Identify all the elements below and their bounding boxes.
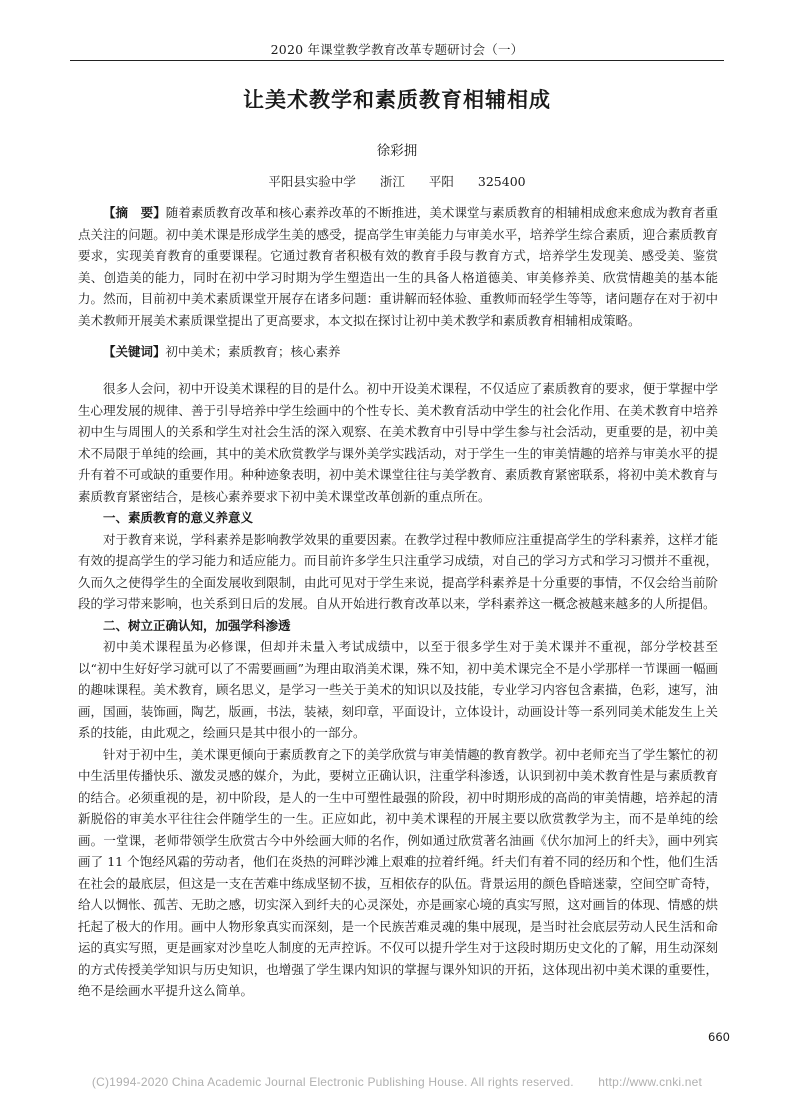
article-title: 让美术教学和素质教育相辅相成 — [243, 88, 551, 112]
page-number: 660 — [708, 1030, 730, 1044]
affiliation-county: 平阳 — [428, 174, 454, 189]
section-1-paragraph-1: 对于教育来说，学科素养是影响教学效果的重要因素。在教学过程中教师应注重提高学生的学科素养，这样才能有效的提高学生的学习能力和适应能力。而目前许多学生只注重学习成绩，对自己的学习方式和学习习惯并不重视，久而久之使得学生的全面发展收到限制，由此可见对于学生来说，提高学科素养是十分重要的事情，不仅会给当前阶段的学习带来影响，也关系到日后的发展。自从开始进行教育改革以来，学科素养这一概念被越来越多的人所提倡。 — [78, 531, 718, 611]
section-2-paragraph-2: 针对于初中生，美术课更倾向于素质教育之下的美学欣赏与审美情趣的教育教学。初中老师充当了学生繁忙的初中生活里传播快乐、激发灵感的媒介，为此，要树立正确认识，注重学科渗透，认识到初中美术教育性是与素质教育的结合。必须重视的是，初中阶段，是人的一生中可塑性最强的阶段，初中时期形成的高尚的审美情趣，培养起的清新脱俗的审美水平往往会伴随学生的一生。正应如此，初中美术课程的开展主要以欣赏教学为主，而不是单纯的绘画。一堂课，老师带领学生欣赏古今中外绘画大师的名作，例如通过欣赏著名油画《伏尔加河上的纤夫》，画中列宾画了 11 个饱经风霜的劳动者，他们在炎热的河畔沙滩上艰难的拉着纤绳。纤夫们有着不同的经历和个性，他们生活在社会的最底层，但这是一支在苦难中练成坚韧不拔，互相依存的队伍。背景运用的颜色昏暗迷蒙，空间空旷奇特，给人以惆怅、孤苦、无助之感，切实深入到纤夫的心灵深处，亦是画家心境的真实写照，这对画旨的体现、情感的烘托起了极大的作用。画中人物形象真实而深刻，是一个民族苦难灵魂的集中展现，是当时社会底层劳动人民生活和命运的真实写照，更是画家对沙皇吃人制度的无声控诉。不仅可以提升学生对于这段时期历史文化的了解，用生动深刻的方式传授美学知识与历史知识，也增强了学生课内知识的掌握与课外知识的开拓，这体现出初中美术课的重要性，绝不是绘画水平提升这么简单。 — [78, 746, 718, 998]
affiliation-school: 平阳县实验中学 — [268, 174, 356, 189]
keywords — [78, 341, 718, 363]
intro-paragraph: 很多人会问，初中开设美术课程的目的是什么。初中开设美术课程，不仅适应了素质教育的要求，便于掌握中学生心理发展的规律、善于引导培养中学生绘画中的个性专长、美术教育活动中学生的社会化作用、在美术教育中培养初中生与周围人的关系和学生对社会生活的深入观察、在美术教育中引导中学生参与社会活动，更重要的是，初中美术不局限于单纯的绘画，其中的美术欣赏教学与课外美学实践活动，对于学生一生的审美情趣的培养与审美水平的提升有着不可或缺的重要作用。种种迹象表明，初中美术课堂往往与美学教育、素质教育紧密联系，将初中美术教育与素质教育紧密结合，是核心素养要求下初中美术课堂改革创新的重点所在。 — [78, 381, 718, 504]
abstract-text: 随着素质教育改革和核心素养改革的不断推进，美术课堂与素质教育的相辅相成愈来愈成为教育者重点关注的问题。初中美术课是形成学生美的感受，提高学生审美能力与审美水平，培养学生综合素质，迎合素质教育要求，实现美育教育的重要课程。它通过教育者积极有效的教育手段与教育方式，培养学生发现美、感受美、鉴赏美、创造美的能力，同时在初中学习时期为学生塑造出一生的具备人格道德美、审美修养美、欣赏情趣美的基本能力。然而，目前初中美术素质课堂开展存在诸多问题：重讲解而轻体验、重教师而轻学生等等，诸问题存在对于初中美术教师开展美术素质课堂提出了更高要求，本文拟在探讨让初中美术教学和素质教育相辅相成策略。 — [78, 205, 718, 328]
abstract — [78, 202, 718, 331]
section-heading-2: 二、树立正确认知，加强学科渗透 — [103, 617, 291, 633]
abstract-label: 【摘 要】 — [103, 205, 166, 220]
copyright-footer: (C)1994-2020 China Academic Journal Electronic Publishing House. All rights reserved. http://www.cnki.net — [91, 1075, 703, 1089]
header-divider — [70, 60, 724, 61]
keywords-paragraph — [78, 341, 718, 363]
running-header: 2020 年课堂教学教育改革专题研讨会（一） — [270, 42, 524, 57]
article-body — [78, 378, 718, 1002]
keywords-label: 【关键词】 — [103, 344, 166, 359]
author-affiliation — [0, 172, 794, 190]
abstract-paragraph — [78, 202, 718, 331]
affiliation-province: 浙江 — [379, 174, 405, 189]
section-heading-1: 一、素质教育的意义养意义 — [103, 510, 254, 525]
affiliation-postcode: 325400 — [477, 174, 526, 189]
section-2-paragraph-1: 初中美术课程虽为必修课，但却并未量入考试成绩中，以至于很多学生对于美术课并不重视，部分学校甚至以“初中生好好学习就可以了不需要画画”为理由取消美术课，殊不知，初中美术课完全不是小学那样一节课画一幅画的趣味课程。美术教育，顾名思义，是学习一些关于美术的知识以及技能，专业学习内容包含素描，色彩，速写，油画，国画，装饰画，陶艺，版画，书法，装裱，刻印章，平面设计，立体设计，动画设计等一系列同美术能发生上关系的技能，由此观之，绘画只是其中很小的一部分。 — [78, 639, 718, 740]
author-name: 徐彩拥 — [376, 143, 418, 159]
keywords-text: 初中美术；素质教育；核心素养 — [165, 344, 341, 359]
